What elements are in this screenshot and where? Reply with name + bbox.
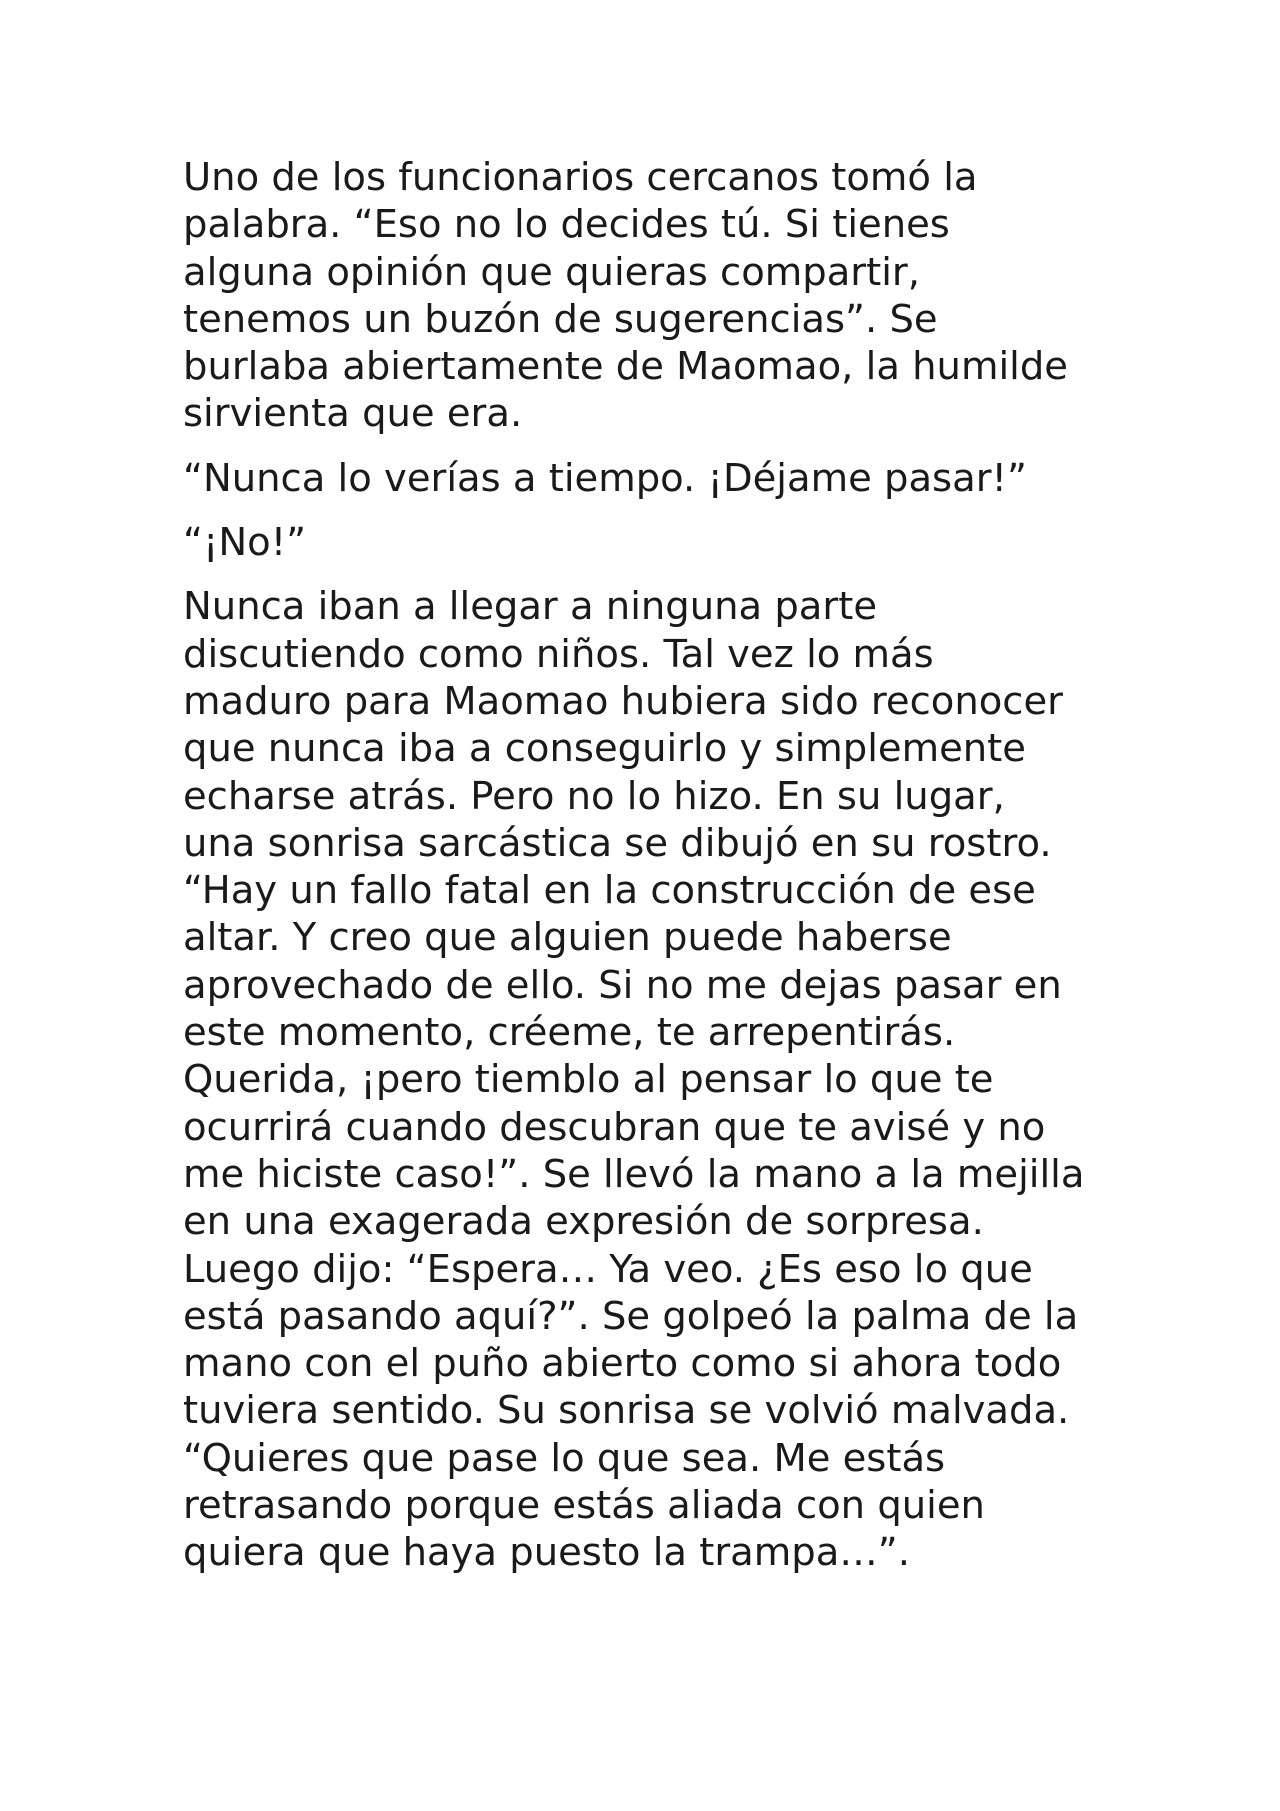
text-line: Querida, ¡pero tiemblo al pensar lo que te bbox=[183, 1057, 994, 1103]
text-line: mano con el puño abierto como si ahora todo bbox=[183, 1341, 1062, 1387]
text-line: una sonrisa sarcástica se dibujó en su rostro. bbox=[183, 820, 1052, 866]
text-line: Luego dijo: “Espera… Ya veo. ¿Es eso lo que bbox=[183, 1246, 1033, 1292]
text-line: altar. Y creo que alguien puede haberse bbox=[183, 915, 952, 961]
text-line: quiera que haya puesto la trampa…”. bbox=[183, 1530, 910, 1576]
text-line: Nunca iban a llegar a ninguna parte bbox=[183, 584, 878, 630]
body-text bbox=[183, 154, 1103, 1577]
text-line: que nunca iba a conseguirlo y simplemente bbox=[183, 726, 1026, 772]
text-line: “Hay un fallo fatal en la construcción de ese bbox=[183, 868, 1036, 914]
text-line: palabra. “Eso no lo decides tú. Si tienes bbox=[183, 202, 950, 248]
text-line: retrasando porque estás aliada con quien bbox=[183, 1483, 985, 1529]
text-line: me hiciste caso!”. Se llevó la mano a la mejilla bbox=[183, 1151, 1085, 1197]
text-line: está pasando aquí?”. Se golpeó la palma de la bbox=[183, 1293, 1079, 1339]
text-line: discutiendo como niños. Tal vez lo más bbox=[183, 631, 934, 677]
text-line: Uno de los funcionarios cercanos tomó la bbox=[183, 155, 978, 200]
paragraph-1 bbox=[183, 154, 1103, 438]
text-line: tuviera sentido. Su sonrisa se volvió malvada. bbox=[183, 1388, 1070, 1434]
paragraph-4 bbox=[183, 583, 1103, 1576]
text-line: en una exagerada expresión de sorpresa. bbox=[183, 1199, 984, 1245]
text-line: maduro para Maomao hubiera sido reconocer bbox=[183, 678, 1063, 724]
text-line: tenemos un buzón de sugerencias”. Se bbox=[183, 296, 938, 342]
paragraph-3 bbox=[183, 519, 1103, 566]
text-line: ocurrirá cuando descubran que te avisé y no bbox=[183, 1104, 1046, 1150]
text-line: este momento, créeme, te arrepentirás. bbox=[183, 1010, 956, 1056]
paragraph-2 bbox=[183, 455, 1103, 502]
text-line: sirvienta que era. bbox=[183, 391, 523, 437]
text-line: “¡No!” bbox=[183, 520, 307, 566]
text-line: burlaba abiertamente de Maomao, la humilde bbox=[183, 344, 1068, 390]
text-line: echarse atrás. Pero no lo hizo. En su lugar, bbox=[183, 773, 1005, 819]
text-line: “Quieres que pase lo que sea. Me estás bbox=[183, 1435, 946, 1481]
text-line: “Nunca lo verías a tiempo. ¡Déjame pasar!” bbox=[183, 455, 1027, 501]
text-line: alguna opinión que quieras compartir, bbox=[183, 249, 920, 295]
text-line: aprovechado de ello. Si no me dejas pasar en bbox=[183, 962, 1062, 1008]
